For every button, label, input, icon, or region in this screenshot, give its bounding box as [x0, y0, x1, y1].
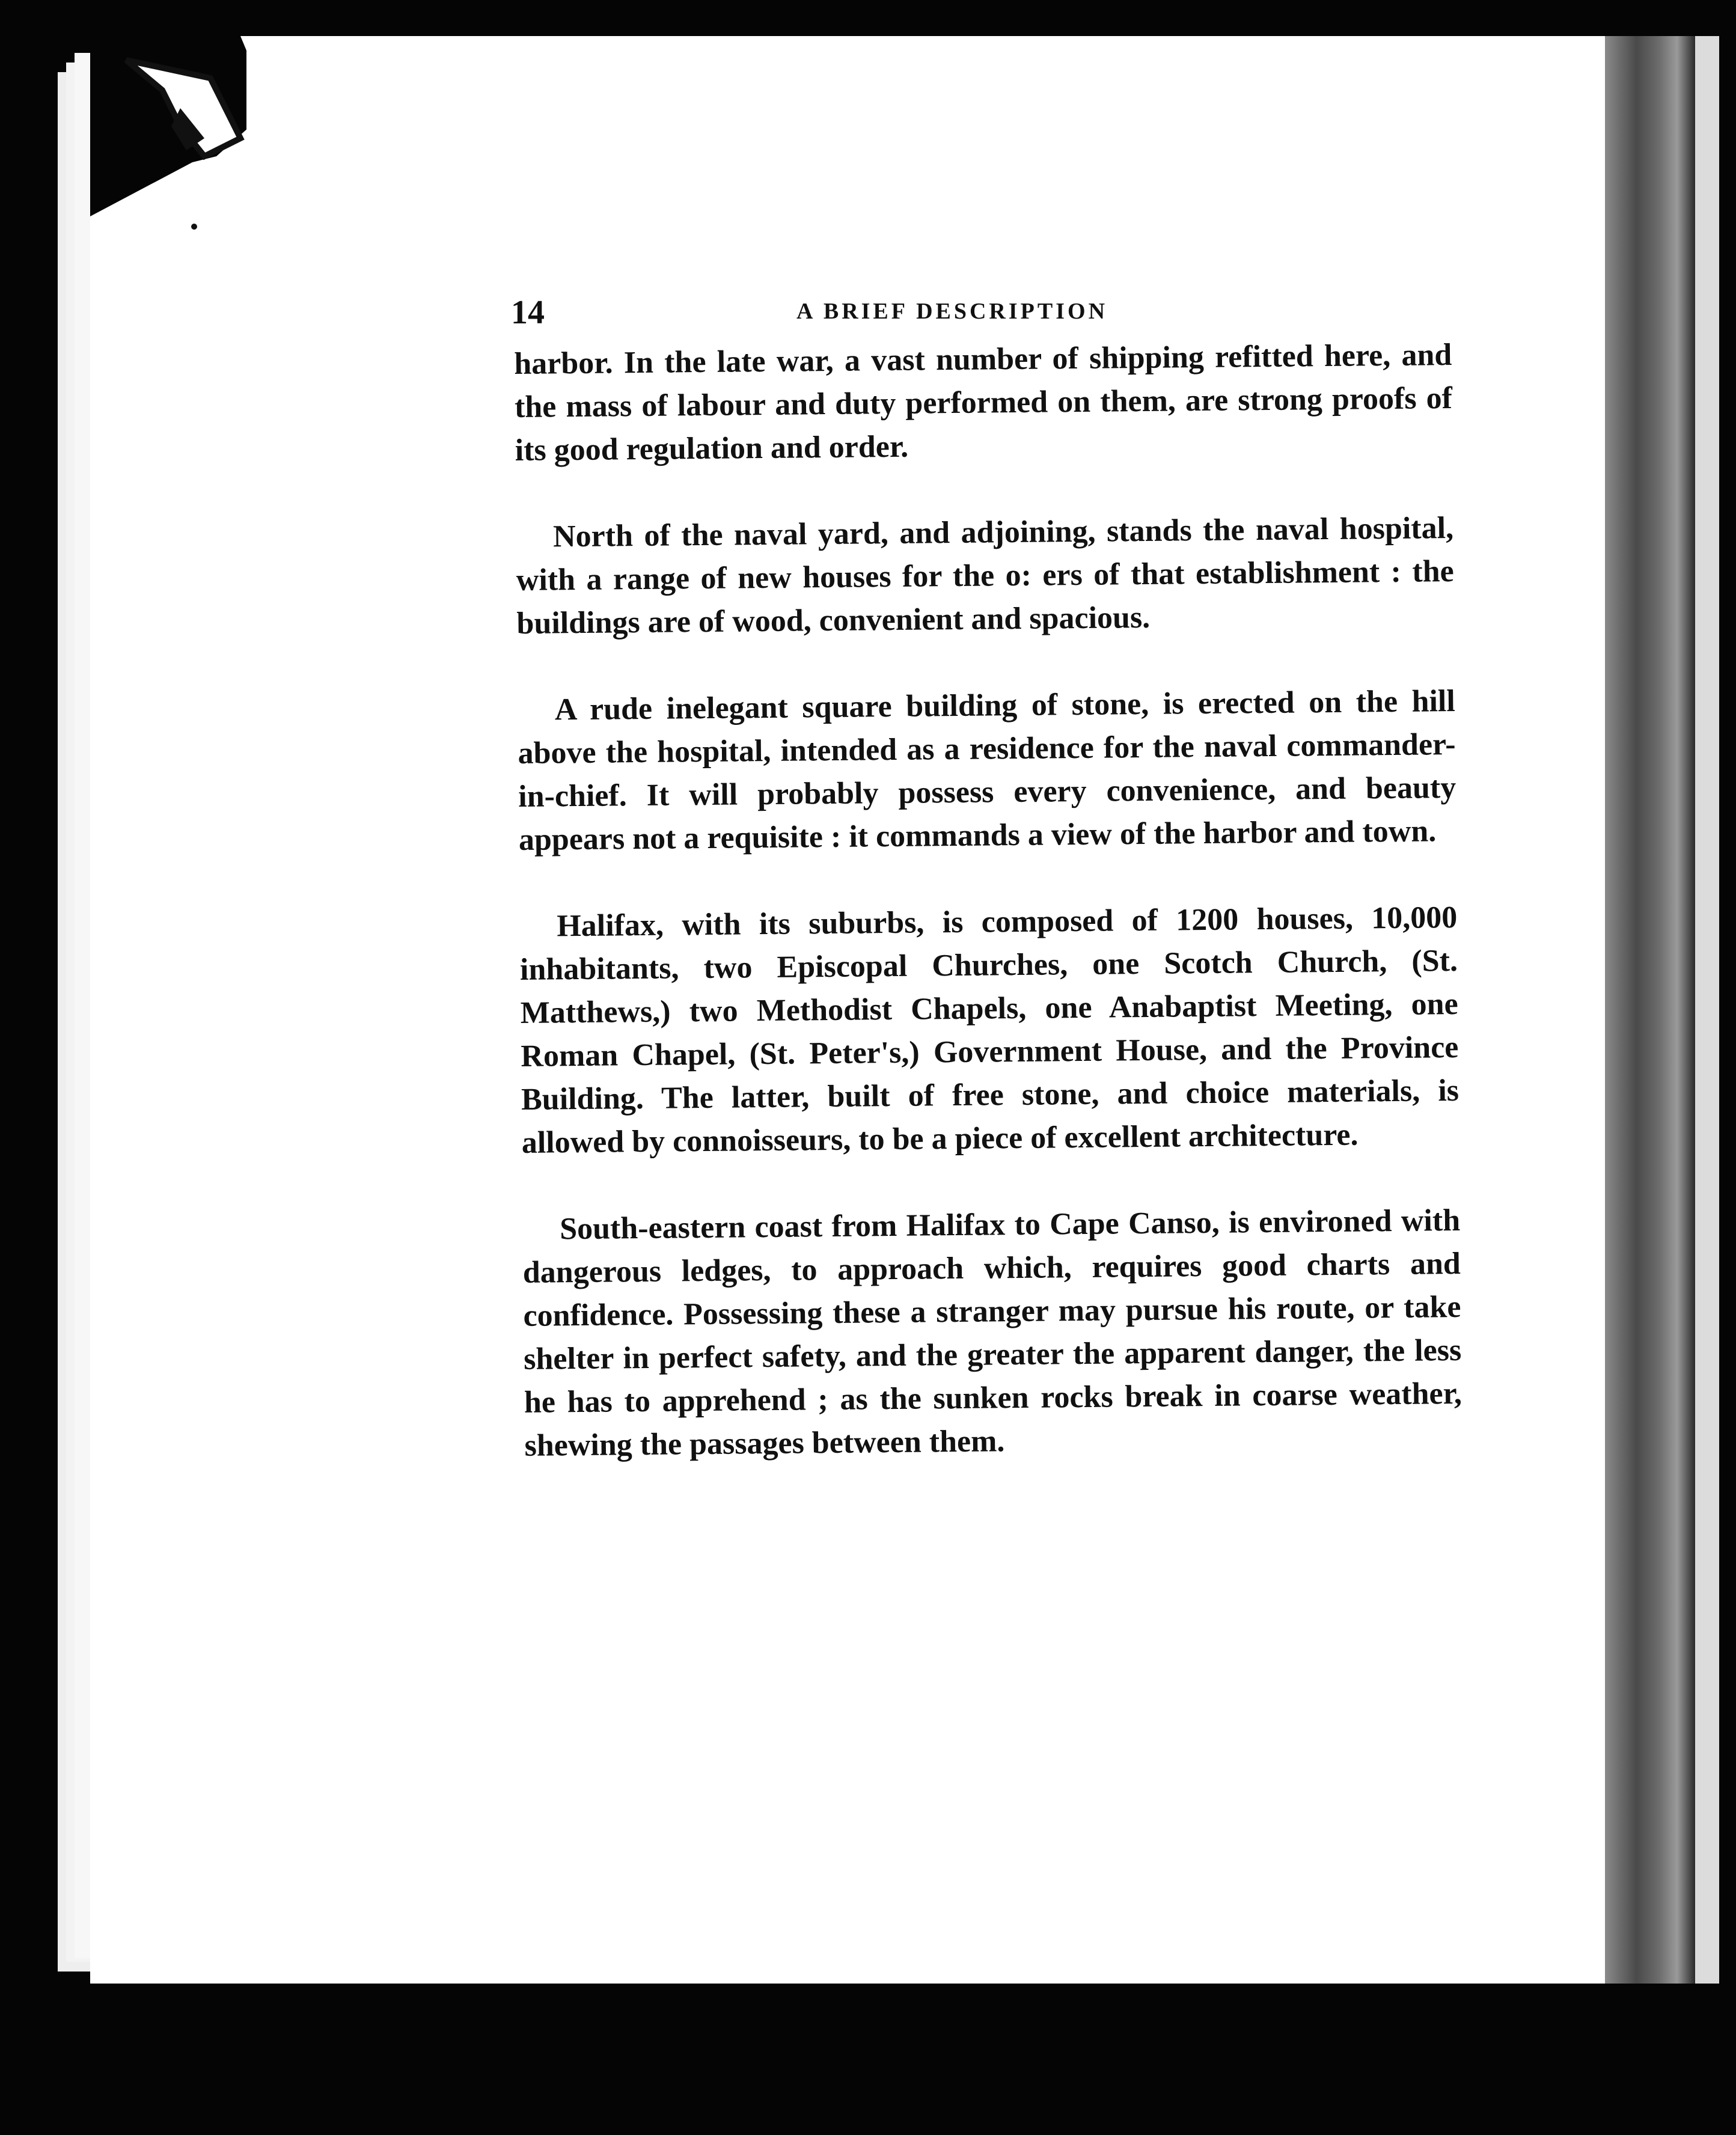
torn-corner-icon — [90, 36, 246, 216]
paragraph: South-eastern coast from Halifax to Cape Canso, is environed with dangerous ledges, to approach which, requires good charts and confidence. Possessing these a stranger may pursue his route, or take shelter in perfect safety, and the greater the apparent danger, the less he has to apprehend ; as the sunken rocks break in coarse weather, shewing the passages between them. — [522, 1203, 1462, 1463]
paragraph: North of the naval yard, and adjoining, stands the naval hospital, with a range of new houses for the o: ers of that establishment : the buildings are of wood, convenient and spacious. — [516, 511, 1454, 641]
running-head: A BRIEF DESCRIPTION — [796, 299, 1108, 324]
paragraph: A rude inelegant square building of stone, is erected on the hill above the hospital, intended as a residence for the naval commander-in-chief. It will probably possess every convenience, and beauty appears not a requisite : it commands a view of the harbor and town. — [518, 683, 1456, 857]
page-number: 14 — [511, 294, 545, 331]
book-gutter-edge — [1695, 36, 1719, 1984]
paragraph: harbor. In the late war, a vast number of shipping refitted here, and the mass of labour and duty performed on them, are strong proofs of its good regulation and order. — [514, 338, 1453, 468]
ink-speck — [191, 224, 197, 230]
body-text — [514, 334, 1463, 1511]
book-gutter — [1605, 36, 1695, 1984]
paragraph: Halifax, with its suburbs, is composed of 1200 houses, 10,000 inhabitants, two Episcopal Churches, one Scotch Church, (St. Matthews,) two Methodist Chapels, one Anabaptist Meeting, one Roman Chapel, (St. Peter's,) Government House, and the Province Building. The latter, built of free stone, and choice materials, is allowed by connoisseurs, to be a piece of excellent architecture. — [519, 900, 1459, 1160]
